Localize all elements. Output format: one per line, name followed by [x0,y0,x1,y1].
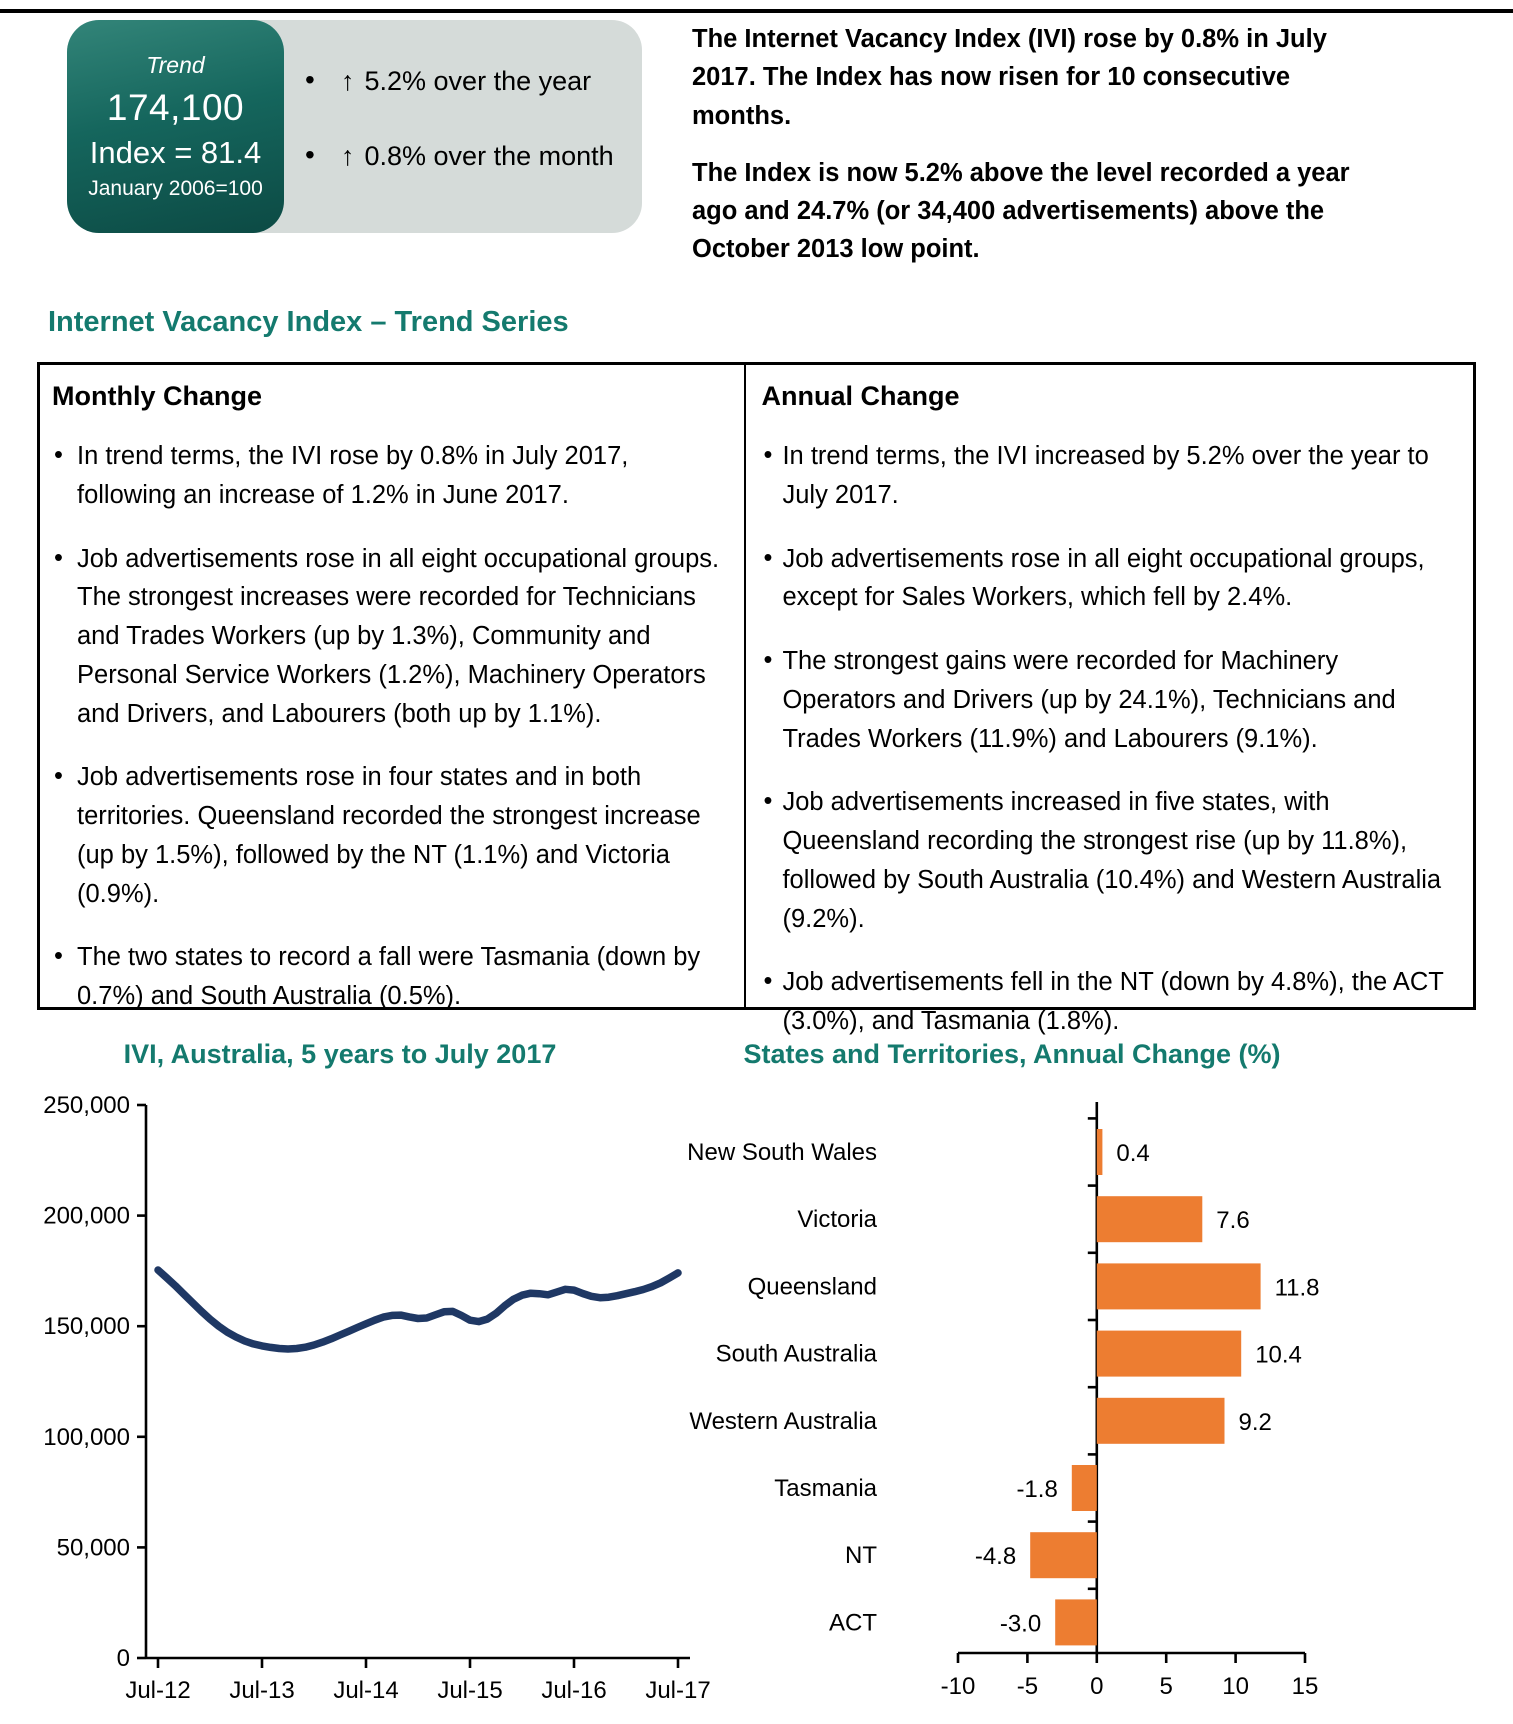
svg-text:Victoria: Victoria [797,1206,877,1234]
trend-value: 174,100 [106,87,245,128]
svg-text:South Australia: South Australia [715,1340,877,1368]
svg-text:50,000: 50,000 [56,1534,130,1562]
states-bar-chart [687,1080,1502,1720]
svg-text:5: 5 [1159,1673,1173,1700]
bullet-dot-icon: • [305,64,315,95]
monthly-change-list [52,437,726,1016]
summary-paragraph-2: The Index is now 5.2% above the level recorded a year ago and 24.7% (or 34,400 advertisements) above the October 2013 low point. [692,158,1350,264]
states-bar-chart-container [687,1028,1513,1724]
trend-stat-card [67,20,642,233]
svg-text:-4.8: -4.8 [974,1543,1017,1571]
svg-text:15: 15 [1291,1673,1319,1700]
trend-value-box [67,20,284,233]
svg-text:Jul-14: Jul-14 [333,1677,399,1704]
annual-bullet-1: • In trend terms, the IVI increased by 5.2% over the year to July 2017. [761,437,1455,515]
svg-text:9.2: 9.2 [1238,1408,1272,1436]
bar-chart-title: States and Territories, Annual Change (%) [743,1038,1281,1069]
annual-bullet-5: • Job advertisements fell in the NT (down by 4.8%), the ACT (3.0%), and Tasmania (1.8%). [761,963,1455,1041]
ivi-line-chart-container [0,1028,711,1724]
monthly-bullet-1: • In trend terms, the IVI rose by 0.8% in July 2017, following an increase of 1.2% in June 2017. [52,437,726,515]
svg-text:150,000: 150,000 [43,1313,130,1341]
svg-text:0.4: 0.4 [1116,1140,1150,1167]
up-arrow-icon: ↑ [341,141,355,171]
monthly-change-heading: Monthly Change [52,381,262,411]
stat-bullet-month [305,141,614,172]
section-title: Internet Vacancy Index – Trend Series [48,306,569,338]
svg-text:-10: -10 [940,1673,976,1700]
annual-change-list [761,437,1455,1041]
monthly-change-column [40,365,746,1010]
change-table [37,362,1476,1035]
stat-bullet-year-text: 5.2% over the year [364,66,592,96]
svg-text:200,000: 200,000 [43,1202,130,1230]
svg-text:250,000: 250,000 [43,1092,130,1119]
index-base-note: January 2006=100 [88,177,263,200]
annual-change-heading: Annual Change [761,381,960,411]
svg-text:Queensland: Queensland [747,1273,877,1301]
svg-text:-5: -5 [1016,1673,1039,1700]
monthly-bullet-4: • The two states to record a fall were Tasmania (down by 0.7%) and South Australia (0.5%). [52,938,726,1016]
stat-bullet-year [305,66,614,97]
svg-text:0: 0 [1090,1673,1104,1700]
index-value: Index = 81.4 [89,135,262,170]
summary-paragraph-1: The Internet Vacancy Index (IVI) rose by 0.8% in July 2017. The Index has now risen for 10 consecutive months. [692,25,1327,130]
svg-text:Jul-16: Jul-16 [541,1677,607,1704]
line-chart-title: IVI, Australia, 5 years to July 2017 [123,1038,557,1069]
monthly-bullet-3: • Job advertisements rose in four states and in both territories. Queensland recorded the strongest increase (up by 1.5%), followed by the NT (1.1%) and Victoria (0.9%). [52,758,726,913]
monthly-bullet-2: • Job advertisements rose in all eight occupational groups. The strongest increases were recorded for Technicians and Trades Workers (up by 1.3%), Community and Personal Service Workers (1.2%), Machinery Operators and Drivers, and Labourers (both up by 1.1%). [52,540,726,734]
svg-text:10.4: 10.4 [1255,1341,1302,1369]
svg-text:11.8: 11.8 [1274,1274,1320,1302]
up-arrow-icon: ↑ [341,66,355,96]
svg-text:Jul-15: Jul-15 [437,1677,503,1704]
summary-text [692,20,1392,288]
trend-label: Trend [146,52,205,78]
svg-text:Jul-12: Jul-12 [125,1677,191,1704]
page-top-rule [0,9,1513,13]
ivi-line-chart [40,1080,711,1720]
annual-change-column [746,365,1473,1035]
svg-text:NT: NT [845,1542,877,1570]
svg-text:New South Wales: New South Wales [687,1139,877,1166]
svg-text:10: 10 [1222,1673,1249,1700]
svg-text:0: 0 [116,1645,130,1672]
header [67,20,1473,288]
svg-text:-1.8: -1.8 [1016,1476,1058,1503]
annual-bullet-2: • Job advertisements rose in all eight occupational groups, except for Sales Workers, which fell by 2.4%. [761,540,1455,618]
svg-text:Tasmania: Tasmania [774,1475,877,1502]
annual-bullet-3: • The strongest gains were recorded for Machinery Operators and Drivers (up by 24.1%), Technicians and Trades Workers (11.9%) and Labourers (9.1%). [761,642,1455,758]
annual-bullet-4: • Job advertisements increased in five states, with Queensland recording the strongest rise (up by 11.8%), followed by South Australia (10.4%) and Western Australia (9.2%). [761,783,1455,938]
stat-bullet-list [305,66,614,216]
svg-text:-3.0: -3.0 [999,1610,1042,1638]
svg-text:7.6: 7.6 [1216,1207,1250,1235]
bullet-dot-icon: • [305,139,315,170]
svg-text:100,000: 100,000 [43,1423,130,1451]
svg-text:Western Australia: Western Australia [689,1407,877,1435]
charts-row [0,1028,1513,1724]
svg-text:ACT: ACT [829,1609,877,1637]
stat-bullet-month-text: 0.8% over the month [364,141,614,171]
svg-text:Jul-13: Jul-13 [229,1677,295,1704]
svg-text:Jul-17: Jul-17 [645,1677,711,1704]
